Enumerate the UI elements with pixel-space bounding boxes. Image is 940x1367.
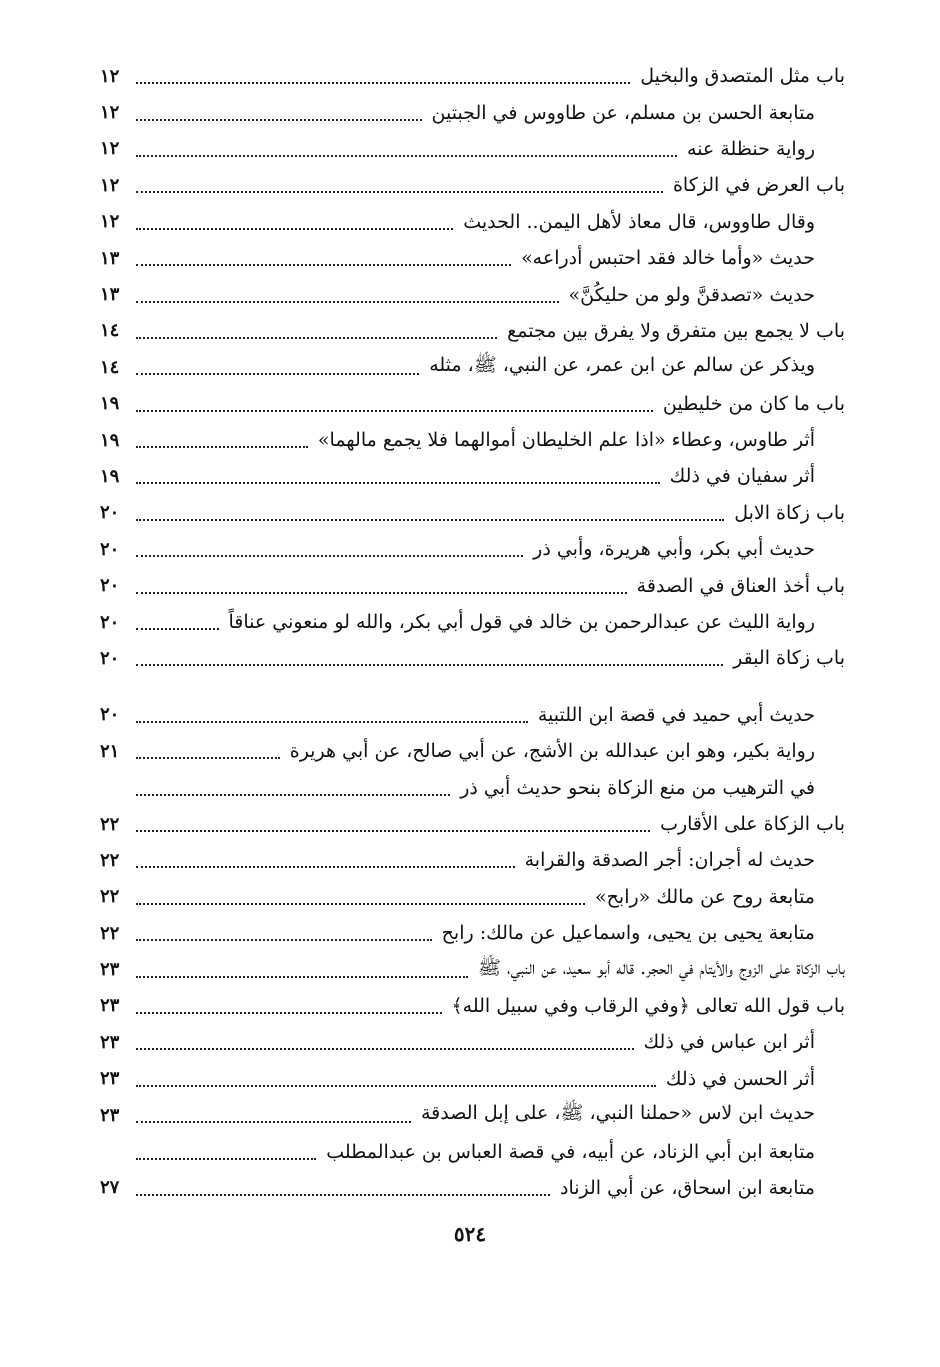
toc-sub-entry[interactable] xyxy=(100,131,845,167)
entry-title: باب زكاة الابل xyxy=(734,501,845,524)
dot-leader xyxy=(136,974,468,978)
entry-title: أثر طاوس، وعطاء «اذا علم الخليطان أموالهما فلا يجمع مالهما» xyxy=(317,429,815,452)
entry-title: باب قول الله تعالى ﴿وفي الرقاب وفي سبيل الله﴾ xyxy=(451,994,845,1017)
entry-title: متابعة يحيى بن يحيى، واسماعيل عن مالك: رابح xyxy=(441,922,815,945)
entry-page-number: ١٢ xyxy=(100,65,120,87)
entry-page-number: ١٢ xyxy=(100,211,120,233)
dot-leader xyxy=(136,626,219,630)
dot-leader xyxy=(136,517,724,521)
page-number: ٥٢٤ xyxy=(453,1222,487,1246)
toc-sub-entry[interactable] xyxy=(100,240,845,276)
toc-chapter-entry[interactable] xyxy=(100,495,845,531)
entry-page-number: ٢٣ xyxy=(100,1104,120,1126)
entry-title: أثر الحسن في ذلك xyxy=(665,1067,815,1090)
dot-leader xyxy=(136,117,422,121)
dot-leader xyxy=(136,755,280,759)
entry-title: باب أخذ العناق في الصدقة xyxy=(636,574,845,597)
toc-sub-entry[interactable] xyxy=(100,1097,845,1133)
dot-leader xyxy=(136,1046,634,1050)
entry-page-number: ٢٢ xyxy=(100,922,120,944)
entry-title: باب مثل المتصدق والبخيل xyxy=(640,65,845,88)
dot-leader xyxy=(136,480,660,484)
entry-page-number: ٢٢ xyxy=(100,886,120,908)
entry-title: متابعة الحسن بن مسلم، عن طاووس في الجبتين xyxy=(431,101,815,124)
entry-title: باب زكاة البقر xyxy=(733,647,845,670)
dot-leader xyxy=(136,335,497,339)
toc-chapter-entry[interactable] xyxy=(100,313,845,349)
toc-sub-entry[interactable] xyxy=(100,1024,845,1060)
entry-page-number: ١٢ xyxy=(100,138,120,160)
dot-leader xyxy=(136,408,653,412)
entry-title: حديث أبي حميد في قصة ابن اللتبية xyxy=(537,703,815,726)
toc-sub-entry[interactable] xyxy=(100,531,845,567)
entry-title: متابعة ابن أبي الزناد، عن أبيه، في قصة العباس بن عبدالمطلب xyxy=(326,1140,815,1163)
entry-title: أثر ابن عباس في ذلك xyxy=(643,1031,815,1054)
entry-page-number: ٢٠ xyxy=(100,538,120,560)
toc-sub-entry[interactable] xyxy=(100,769,845,805)
entry-title: رواية بكير، وهو ابن عبدالله بن الأشج، عن أبي صالح، عن أبي هريرة xyxy=(289,740,815,763)
dot-leader xyxy=(136,901,585,905)
dot-leader xyxy=(136,719,528,723)
toc-chapter-entry[interactable] xyxy=(100,567,845,603)
entry-page-number: ١٢ xyxy=(100,174,120,196)
dot-leader xyxy=(136,153,677,157)
dot-leader xyxy=(136,80,630,84)
entry-page-number: ٢٠ xyxy=(100,647,120,669)
dot-leader xyxy=(136,590,627,594)
entry-page-number: ٢٢ xyxy=(100,849,120,871)
toc-chapter-entry[interactable] xyxy=(100,386,845,422)
entry-title: باب العرض في الزكاة xyxy=(672,174,845,197)
toc-sub-entry[interactable] xyxy=(100,349,845,385)
table-of-contents xyxy=(100,58,845,1206)
toc-chapter-entry[interactable] xyxy=(100,640,845,676)
dot-leader xyxy=(136,1119,411,1123)
entry-title: ويذكر عن سالم عن ابن عمر، عن النبي، ﷺ، مثله xyxy=(429,354,815,377)
dot-leader xyxy=(136,937,432,941)
toc-sub-entry[interactable] xyxy=(100,604,845,640)
entry-page-number: ٢١ xyxy=(100,740,120,762)
dot-leader xyxy=(136,662,723,666)
entry-title: حديث أبي بكر، وأبي هريرة، وأبي ذر xyxy=(533,538,815,561)
entry-page-number: ١٩ xyxy=(100,429,120,451)
entry-page-number: ٢٣ xyxy=(100,995,120,1017)
dot-leader xyxy=(136,1192,550,1196)
entry-page-number: ١٢ xyxy=(100,102,120,124)
entry-page-number: ٢٣ xyxy=(100,1068,120,1090)
toc-sub-entry[interactable] xyxy=(100,204,845,240)
entry-page-number: ١٩ xyxy=(100,393,120,415)
dot-leader xyxy=(136,828,650,832)
entry-title: باب لا يجمع بين متفرق ولا يفرق بين مجتمع xyxy=(507,319,845,342)
toc-sub-entry[interactable] xyxy=(100,1170,845,1206)
dot-leader xyxy=(136,371,419,375)
toc-sub-entry[interactable] xyxy=(100,422,845,458)
entry-page-number: ٢٠ xyxy=(100,502,120,524)
toc-sub-entry[interactable] xyxy=(100,733,845,769)
entry-title: متابعة روح عن مالك «رابح» xyxy=(595,885,815,908)
toc-sub-entry[interactable] xyxy=(100,1133,845,1169)
dot-leader xyxy=(136,1010,442,1014)
entry-title: حديث «تصدقنَّ ولو من حليكُنَّ» xyxy=(568,283,815,306)
toc-chapter-entry[interactable] xyxy=(100,988,845,1024)
toc-sub-entry[interactable] xyxy=(100,879,845,915)
toc-sub-entry[interactable] xyxy=(100,915,845,951)
toc-sub-entry[interactable] xyxy=(100,94,845,130)
entry-title: باب الزكاة على الأقارب xyxy=(660,813,845,835)
entry-page-number: ١٣ xyxy=(100,247,120,269)
toc-chapter-entry[interactable] xyxy=(100,951,845,987)
entry-page-number: ٢٠ xyxy=(100,575,120,597)
entry-page-number: ٢٠ xyxy=(100,611,120,633)
entry-page-number: ٢٢ xyxy=(100,813,120,835)
entry-page-number: ١٤ xyxy=(100,356,120,378)
dot-leader xyxy=(136,1083,656,1087)
entry-title: رواية حنظلة عنه xyxy=(687,137,815,160)
entry-title: باب ما كان من خليطين xyxy=(662,392,845,415)
dot-leader xyxy=(136,1156,316,1160)
entry-page-number: ٢٣ xyxy=(100,959,120,981)
dot-leader xyxy=(136,189,663,193)
entry-title: حديث له أجران: أجر الصدقة والقرابة xyxy=(524,849,815,872)
toc-chapter-entry[interactable] xyxy=(100,167,845,203)
entry-title: متابعة ابن اسحاق، عن أبي الزناد xyxy=(560,1176,815,1199)
dot-leader xyxy=(136,444,308,448)
dot-leader xyxy=(136,553,523,557)
entry-page-number: ١٩ xyxy=(100,465,120,487)
entry-page-number: ٢٧ xyxy=(100,1177,120,1199)
entry-page-number: ١٣ xyxy=(100,284,120,306)
toc-chapter-entry[interactable] xyxy=(100,58,845,94)
entry-title: حديث ابن لاس «حملنا النبي، ﷺ، على إبل الصدقة xyxy=(421,1102,815,1125)
toc-sub-entry[interactable] xyxy=(100,842,845,878)
entry-title: في الترهيب من منع الزكاة بنحو حديث أبي ذر xyxy=(460,776,815,799)
dot-leader xyxy=(136,299,559,303)
entry-page-number: ١٤ xyxy=(100,320,120,342)
entry-page-number: ٢٠ xyxy=(100,704,120,726)
dot-leader xyxy=(136,226,453,230)
toc-sub-entry[interactable] xyxy=(100,458,845,494)
dot-leader xyxy=(136,262,511,266)
entry-page-number: ٢٣ xyxy=(100,1031,120,1053)
entry-title: باب الزكاة على الزوج والأيتام في الحجر. قاله أبو سعيد، عن النبي، ﷺ xyxy=(478,956,845,979)
toc-sub-entry[interactable] xyxy=(100,1061,845,1097)
entry-title: وقال طاووس، قال معاذ لأهل اليمن.. الحديث xyxy=(463,210,815,233)
entry-title: أثر سفيان في ذلك xyxy=(669,465,815,488)
entry-title: رواية الليث عن عبدالرحمن بن خالد في قول أبي بكر، والله لو منعوني عناقاً xyxy=(228,611,815,634)
dot-leader xyxy=(136,864,515,868)
entry-title: حديث «وأما خالد فقد احتبس أدراعه» xyxy=(521,247,815,270)
toc-sub-entry[interactable] xyxy=(100,276,845,312)
toc-sub-entry[interactable] xyxy=(100,697,845,733)
dot-leader xyxy=(136,792,450,796)
toc-chapter-entry[interactable] xyxy=(100,806,845,842)
